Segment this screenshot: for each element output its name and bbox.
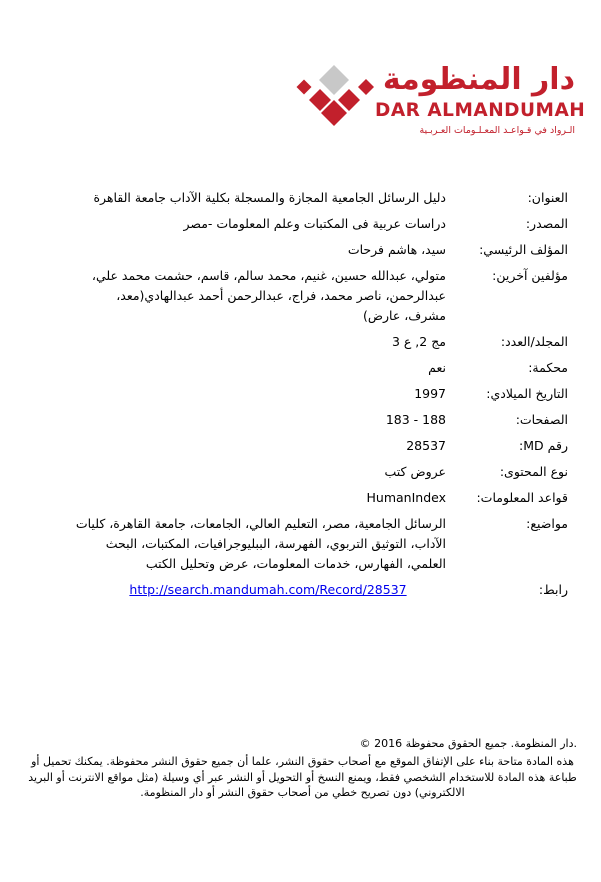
field-label-database: قواعد المعلومات: — [476, 490, 568, 505]
field-value-volume-issue: مج 2, ع 3 — [391, 334, 446, 349]
field-label-main-author: المؤلف الرئيسي: — [479, 242, 568, 257]
record-row-title — [30, 188, 568, 208]
field-label-subjects: مواضيع: — [526, 516, 568, 531]
field-value-pages: 183 - 188 — [385, 412, 446, 427]
copyright-line: © 2016 دار المنظومة. جميع الحقوق محفوظة. — [359, 737, 577, 750]
record-row-content-type — [30, 462, 568, 482]
field-value-refereed: نعم — [428, 360, 446, 375]
field-value-other-authors: متولي، عبدالله حسين، غنيم، محمد سالم، قاسم، حشمت محمد علي، عبدالرحمن، ناصر محمد، فراج، عبدالرحمن أحمد عبدالهادي(معد، مشرف، عارض) — [91, 268, 446, 323]
field-label-title: العنوان: — [527, 190, 568, 205]
field-value-content-type: عروض كتب — [384, 464, 446, 479]
field-value-main-author: سيد، هاشم فرحات — [347, 242, 446, 257]
record-row-md-number — [30, 436, 568, 456]
record-url-link[interactable]: http://search.mandumah.com/Record/28537 — [129, 582, 407, 597]
field-value-subjects: الرسائل الجامعية، مصر، التعليم العالي، الجامعات، جامعة القاهرة، كليات الآداب، التوثيق التربوي، الفهرسة، الببليوجرافيات، المكتبات، البحث العلمي، الفهارس، خدمات المعلومات، عرض وتحليل الكتب — [75, 516, 446, 571]
logo-latin-name: DAR ALMANDUMAH — [375, 100, 586, 121]
record-row-link — [30, 580, 568, 600]
field-label-source: المصدر: — [525, 216, 568, 231]
diamond-cluster-icon — [291, 55, 386, 135]
record-table — [30, 188, 568, 606]
record-row-main-author — [30, 240, 568, 260]
footer — [28, 736, 577, 801]
field-value-source: دراسات عربية فى المكتبات وعلم المعلومات -مصر — [183, 216, 446, 231]
field-label-pages: الصفحات: — [515, 412, 568, 427]
field-label-refereed: محكمة: — [528, 360, 568, 375]
record-row-other-authors — [30, 266, 568, 326]
field-value-gregorian-date: 1997 — [414, 386, 446, 401]
field-label-content-type: نوع المحتوى: — [499, 464, 568, 479]
field-label-volume-issue: المجلد/العدد: — [500, 334, 568, 349]
record-row-source — [30, 214, 568, 234]
record-row-refereed — [30, 358, 568, 378]
field-value-link — [30, 580, 446, 600]
field-label-gregorian-date: التاريخ الميلادي: — [486, 386, 568, 401]
field-value-database: HumanIndex — [366, 490, 446, 505]
record-row-database — [30, 488, 568, 508]
field-value-md-number: 28537 — [406, 438, 446, 453]
logo-tagline: الـرواد في قـواعـد المعـلـومات العـربـية — [419, 125, 575, 136]
record-row-subjects — [30, 514, 568, 574]
logo — [375, 60, 586, 137]
field-label-link: رابط: — [538, 582, 568, 597]
record-row-volume-issue — [30, 332, 568, 352]
copyright-disclaimer: هذه المادة متاحة بناء على الإتفاق الموقع مع أصحاب حقوق النشر، علما أن جميع حقوق النشر محفوظة. يمكنك تحميل أو طباعة هذه المادة للاستخدام الشخصي فقط، ويمنع النسخ أو التحويل أو النشر عبر أي وسيلة (مثل مواقع الانترنت أو البريد الالكتروني) دون تصريح خطي من أصحاب حقوق النشر أو دار المنظومة. — [28, 755, 577, 799]
field-value-title: دليل الرسائل الجامعية المجازة والمسجلة بكلية الآداب جامعة القاهرة — [93, 190, 446, 205]
field-label-md-number: رقم MD: — [519, 438, 568, 453]
field-label-other-authors: مؤلفين آخرين: — [492, 268, 568, 283]
logo-arabic-name: دار المنظومة — [382, 62, 575, 97]
record-row-gregorian-date — [30, 384, 568, 404]
record-row-pages — [30, 410, 568, 430]
